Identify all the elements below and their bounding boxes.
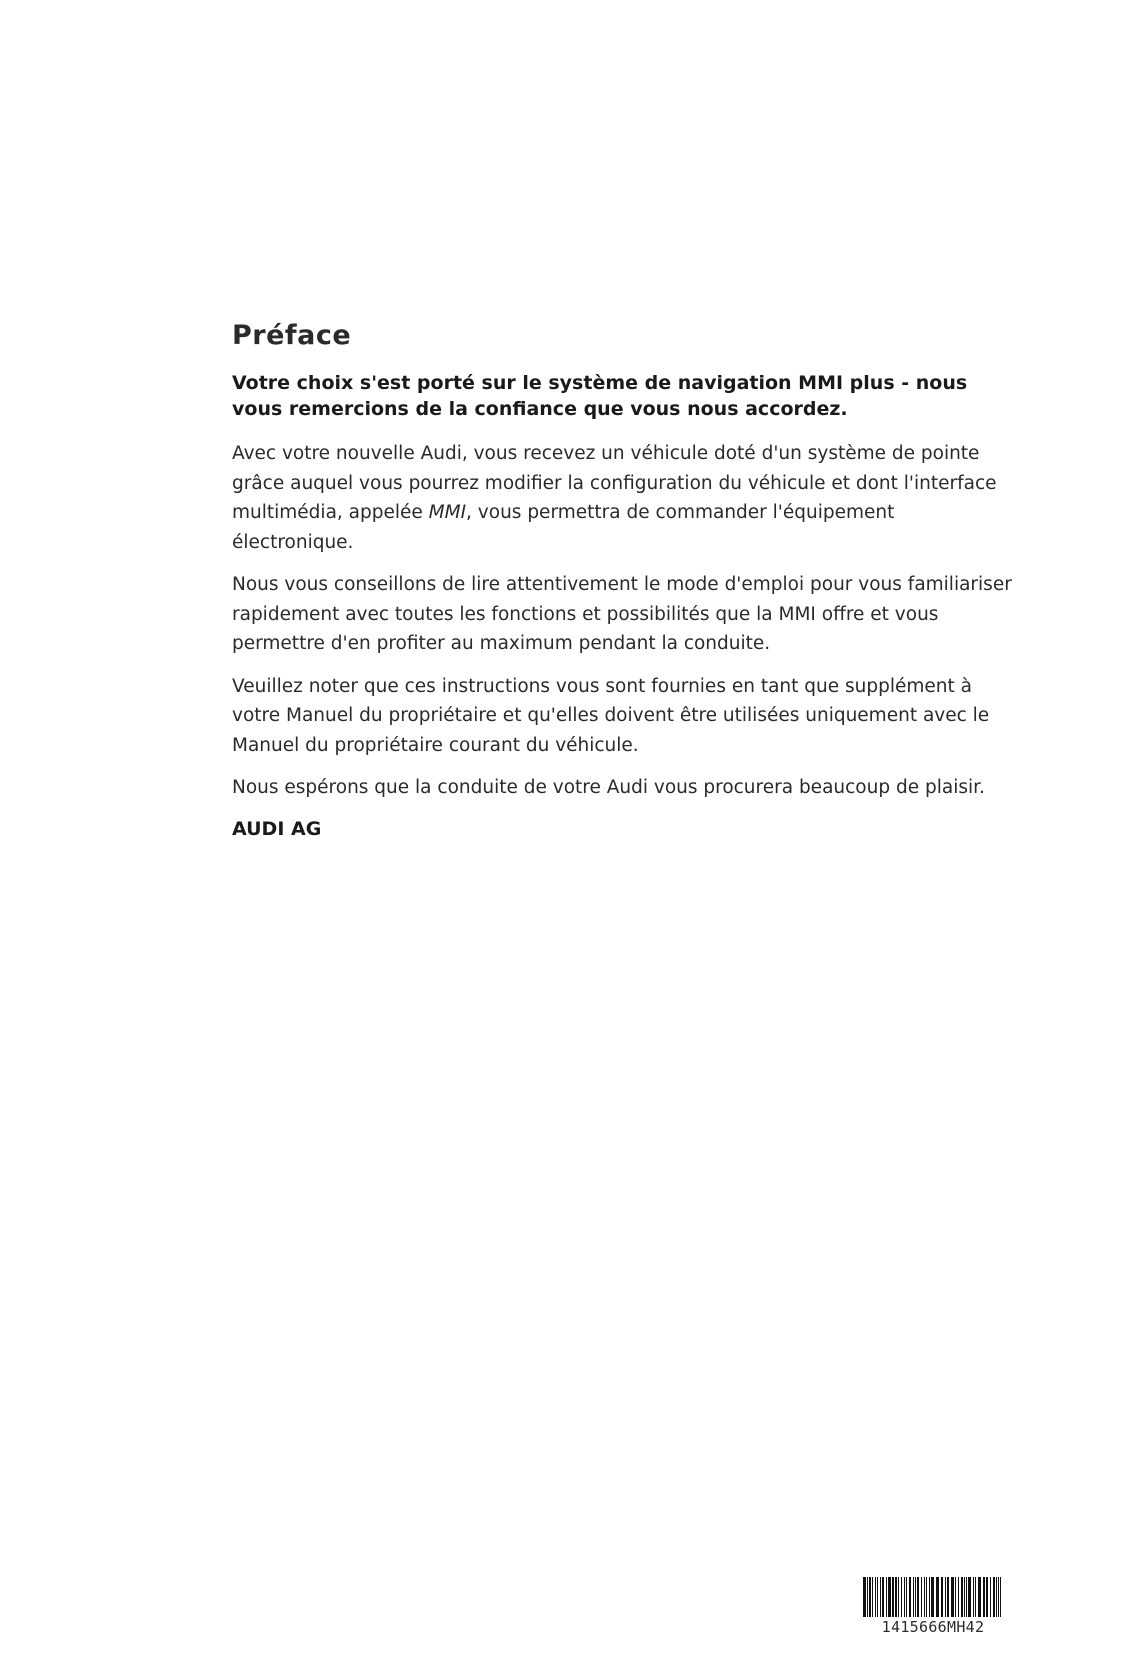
barcode-bar <box>869 1577 871 1617</box>
barcode-bar <box>947 1577 949 1617</box>
barcode-bar <box>998 1577 999 1617</box>
barcode-bar <box>880 1577 881 1617</box>
barcode-bar <box>983 1577 985 1617</box>
signature: AUDI AG <box>232 817 322 840</box>
barcode-bar <box>909 1577 911 1617</box>
barcode-bar <box>888 1577 891 1617</box>
barcode-bar <box>904 1577 905 1617</box>
barcode-bar <box>913 1577 914 1617</box>
body-paragraph-4: Nous espérons que la conduite de votre Audi vous procurera beaucoup de plaisir. <box>232 777 985 799</box>
barcode-bar <box>968 1577 971 1617</box>
barcode-bar <box>973 1577 974 1617</box>
barcode-bar <box>875 1577 876 1617</box>
barcode-bar <box>945 1577 946 1617</box>
barcode-bar <box>924 1577 925 1617</box>
barcode-bar <box>1000 1577 1001 1617</box>
barcode-bar <box>990 1577 991 1617</box>
barcode-bar <box>955 1577 956 1617</box>
barcode-bar <box>941 1577 943 1617</box>
barcode-bar <box>892 1577 894 1617</box>
barcode-bar <box>898 1577 899 1617</box>
body-paragraph-3: Veuillez noter que ces instructions vous sont fournies en tant que supplément à votre Manuel du propriétaire et qu'elles doivent être utilisées uniquement avec le Manuel du propriétaire courant du véhicule. <box>232 675 990 756</box>
paragraph-1-text-end: , vous permettra de commander l'équipement électronique. <box>232 502 895 553</box>
barcode-bar <box>901 1577 902 1617</box>
barcode-bar <box>975 1577 976 1617</box>
lead-paragraph: Votre choix s'est porté sur le système de navigation MMI plus - nous vous remercions de la confiance que vous nous accordez. <box>232 372 968 421</box>
barcode-bar <box>964 1577 965 1617</box>
barcode-bar <box>958 1577 959 1617</box>
barcode-bar <box>993 1577 995 1617</box>
barcode-bar <box>882 1577 884 1617</box>
barcode-bar <box>978 1577 981 1617</box>
barcode-block <box>862 1577 1004 1636</box>
barcode-icon <box>862 1577 1004 1617</box>
barcode-bar <box>936 1577 939 1617</box>
barcode-bar <box>917 1577 919 1617</box>
body-paragraph-1 <box>232 439 1012 557</box>
barcode-bar <box>986 1577 988 1617</box>
barcode-bar <box>929 1577 930 1617</box>
barcode-bar <box>867 1577 868 1617</box>
barcode-bar <box>886 1577 887 1617</box>
barcode-bar <box>966 1577 967 1617</box>
mmi-emphasis: MMI <box>428 502 467 524</box>
barcode-bar <box>961 1577 963 1617</box>
barcode-bar <box>951 1577 954 1617</box>
barcode-number: 1415666MH42 <box>881 1618 985 1636</box>
barcode-bar <box>872 1577 873 1617</box>
page-title: Préface <box>232 320 352 351</box>
barcode-bar <box>863 1577 866 1617</box>
barcode-bar <box>877 1577 878 1617</box>
barcode-bar <box>906 1577 907 1617</box>
preface-section <box>232 320 1012 842</box>
barcode-bar <box>915 1577 916 1617</box>
barcode-bar <box>921 1577 922 1617</box>
barcode-bar <box>926 1577 927 1617</box>
barcode-bar <box>996 1577 997 1617</box>
barcode-bar <box>931 1577 934 1617</box>
barcode-bar <box>895 1577 897 1617</box>
paragraph-1-text-start: Avec votre nouvelle Audi, vous recevez un véhicule doté d'un système de pointe grâce auquel vous pourrez modifier la configuration du véhicule et dont l'interface multimédia, appelée <box>232 443 997 524</box>
body-paragraph-2: Nous vous conseillons de lire attentivement le mode d'emploi pour vous familiariser rapidement avec toutes les fonctions et possibilités que la MMI offre et vous permettre d'en profiter au maximum pendant la conduite. <box>232 574 1012 655</box>
